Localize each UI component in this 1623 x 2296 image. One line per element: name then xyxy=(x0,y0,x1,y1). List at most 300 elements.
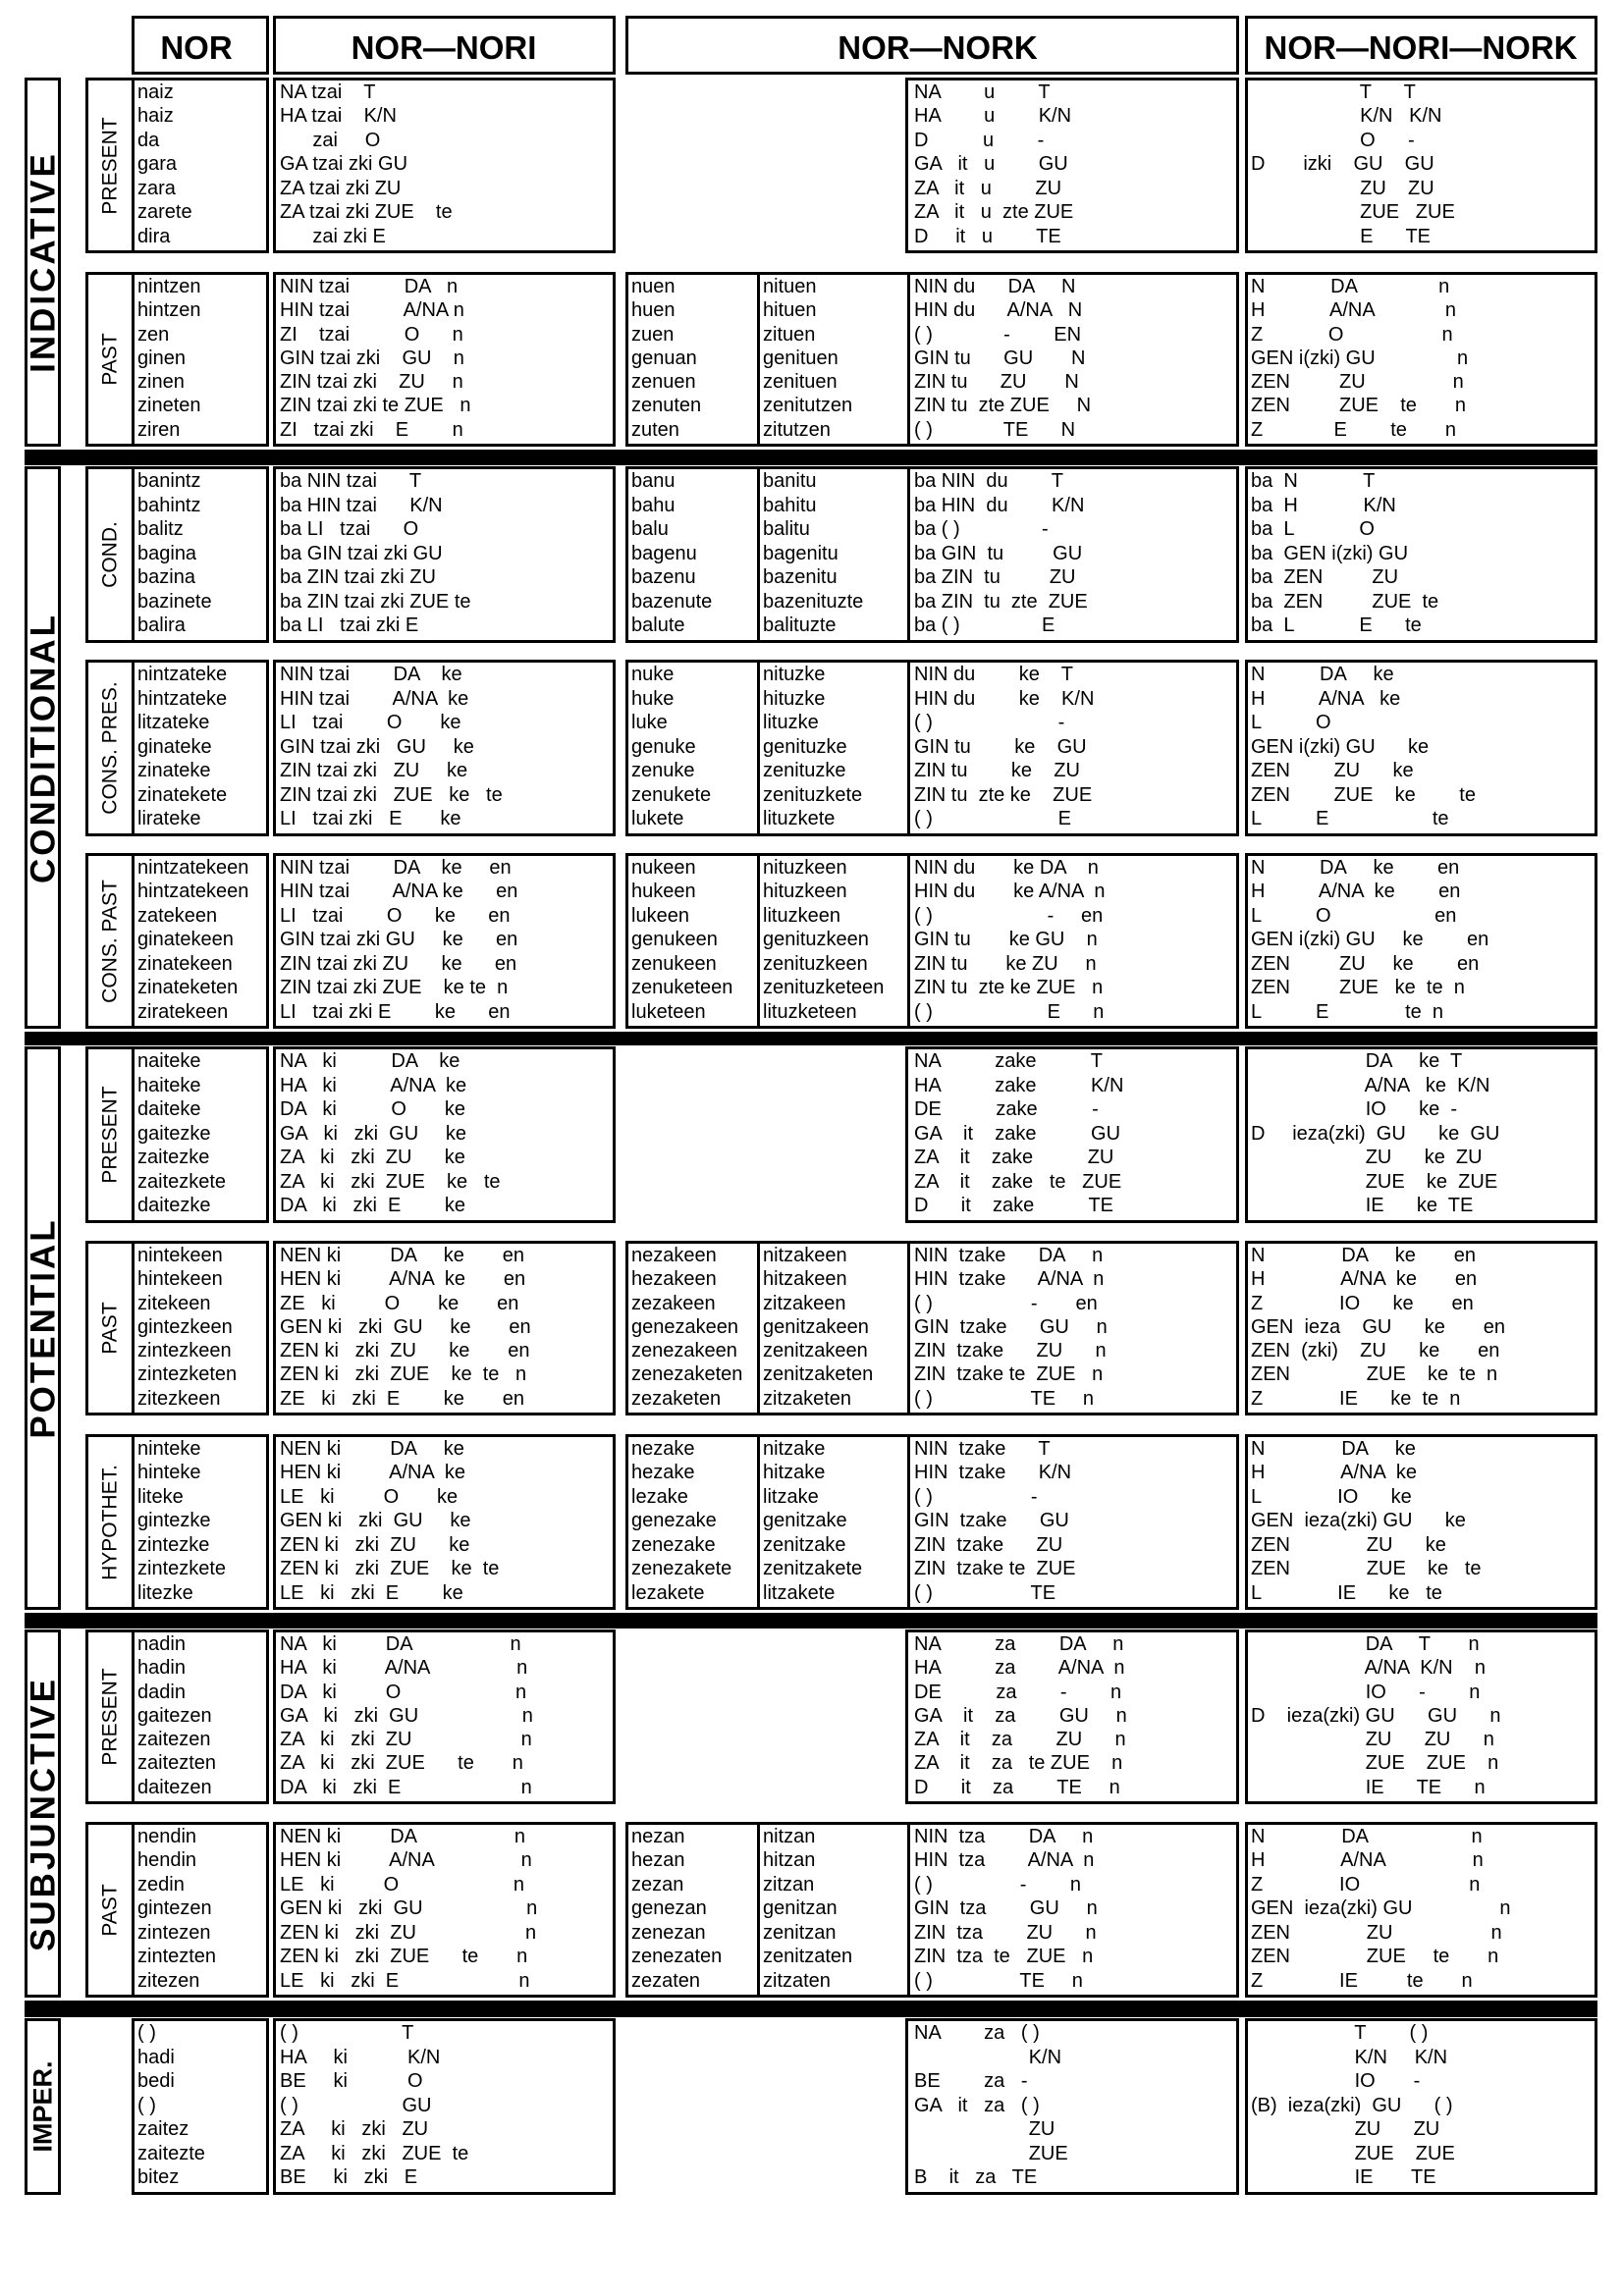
nor-nork-past-a: bazenu xyxy=(631,566,696,589)
nor-cell: zintezkeen xyxy=(137,1340,232,1362)
nor-cell: zintezten xyxy=(137,1946,217,1968)
nor-nori-nork-cell: ZEN ZUE te n xyxy=(1251,395,1466,417)
nor-nork-cell: HA zake K/N xyxy=(914,1074,1124,1096)
nor-nori-cell: ZIN tzai zki ZU ke en xyxy=(280,952,517,975)
mood-label-potential: POTENTIAL xyxy=(24,1217,62,1439)
nor-nori-cell: HEN ki A/NA n xyxy=(280,1849,532,1872)
nor-nori-cell: ZA tzai zki ZU xyxy=(280,177,402,199)
nor-cell: hintzateke xyxy=(137,687,228,710)
nor-nork-past-a: zezakeen xyxy=(631,1292,716,1314)
nor-nori-cell: ba NIN tzai T xyxy=(280,470,422,492)
nor-nork-cell: GIN tu ke GU xyxy=(914,735,1087,758)
nor-nori-nork-cell: ZU ZU xyxy=(1251,177,1434,199)
mood-label-subjunctive: SUBJUNCTIVE xyxy=(24,1676,62,1951)
nor-nori-nork-cell: ba L O xyxy=(1251,518,1375,541)
nor-nori-cell: ZEN ki zki ZU ke en xyxy=(280,1340,530,1362)
mood-separator xyxy=(25,450,1597,465)
nor-nork-cell: ZA it u ZU xyxy=(914,177,1062,199)
nor-nork-cell: NA u T xyxy=(914,81,1051,103)
nor-nork-divider xyxy=(757,1822,760,1998)
nor-nori-nork-cell: H A/NA n xyxy=(1251,1849,1484,1872)
nor-nori-nork-cell: K/N K/N xyxy=(1251,105,1442,128)
nor-nori-nork-cell: Z IO ke en xyxy=(1251,1292,1474,1314)
nor-nori-nork-cell: IE TE xyxy=(1251,2166,1436,2189)
nor-nork-cell: NIN du DA N xyxy=(914,276,1076,297)
mood-label-indicative: INDICATIVE xyxy=(24,151,62,373)
nor-cell: zaitezen xyxy=(137,1729,211,1751)
nor-cell: gaitezke xyxy=(137,1122,211,1145)
nor-nork-past-b: lituzkete xyxy=(763,808,836,830)
nor-nork-past-a: genezan xyxy=(631,1897,707,1920)
nor-nori-nork-cell: N DA n xyxy=(1251,1826,1483,1847)
nor-nork-past-b: zitzakeen xyxy=(763,1292,846,1314)
nor-nork-past-a: nezan xyxy=(631,1826,685,1847)
nor-nork-divider xyxy=(907,1434,910,1610)
nor-nork-past-b: banitu xyxy=(763,470,817,492)
nor-nork-past-a: zenezakete xyxy=(631,1558,732,1580)
nor-nork-cell: ba ( ) - xyxy=(914,518,1049,541)
nor-nori-cell: GA ki zki GU ke xyxy=(280,1122,467,1145)
nor-nori-cell: zai O xyxy=(280,129,381,151)
nor-nori-cell: HEN ki A/NA ke en xyxy=(280,1268,526,1291)
nor-nork-cell: HIN du A/NA N xyxy=(914,299,1083,322)
nor-nork-cell: HIN tzake K/N xyxy=(914,1462,1072,1484)
header-nor-nori: NOR—NORI xyxy=(351,29,537,66)
nor-cell: nintekeen xyxy=(137,1245,223,1266)
nor-nori-cell: ba LI tzai zki E xyxy=(280,614,419,637)
nor-nork-cell: ZIN tzake te ZUE xyxy=(914,1558,1076,1580)
nor-nork-past-b: bazenituzte xyxy=(763,590,864,613)
nor-nork-past-b: balituzte xyxy=(763,614,837,637)
nor-nork-past-a: hezake xyxy=(631,1462,695,1484)
nor-nori-cell: HA tzai K/N xyxy=(280,105,397,128)
nor-cell: zaitezkete xyxy=(137,1170,227,1193)
nor-nori-nork-cell: L E te n xyxy=(1251,1000,1443,1023)
nor-nork-divider xyxy=(907,660,910,836)
nor-nori-cell: HA ki K/N xyxy=(280,2046,441,2068)
nor-nori-cell: ( ) T xyxy=(280,2022,414,2044)
nor-cell: litezke xyxy=(137,1581,193,1604)
nor-nork-past-a: genezakeen xyxy=(631,1315,738,1338)
tense-label: PRESENT xyxy=(98,1086,122,1184)
mood-separator xyxy=(25,2001,1597,2017)
mood-separator xyxy=(25,1032,1597,1045)
nor-cell: hintzen xyxy=(137,299,201,322)
nor-cell: bagina xyxy=(137,542,197,564)
nor-nori-cell: ZA ki zki ZUE te n xyxy=(280,1752,523,1775)
nor-nori-cell: LE ki zki E n xyxy=(280,1969,530,1992)
nor-cell: lirateke xyxy=(137,808,201,830)
nor-nork-past-a: nezakeen xyxy=(631,1245,717,1266)
nor-cell: ( ) xyxy=(137,2022,156,2044)
nor-nori-nork-cell: IE ke TE xyxy=(1251,1195,1474,1217)
nor-nori-nork-cell: ZU ZU xyxy=(1251,2118,1440,2141)
nor-nori-cell: NEN ki DA n xyxy=(280,1826,526,1847)
nor-nori-nork-cell: A/NA ke K/N xyxy=(1251,1074,1490,1096)
nor-nori-cell: LE ki zki E ke xyxy=(280,1581,463,1604)
nor-nork-cell: ZIN tza ZU n xyxy=(914,1921,1097,1944)
nor-nork-past-b: genituen xyxy=(763,347,839,369)
nor-cell: zintezkete xyxy=(137,1558,227,1580)
nor-nori-nork-cell: Z IO n xyxy=(1251,1873,1481,1896)
nor-nori-cell: ZA ki zki ZUE te xyxy=(280,2142,469,2164)
tense-label: CONS. PAST xyxy=(98,879,122,1003)
nor-nork-past-b: zenitzakete xyxy=(763,1558,863,1580)
nor-nork-past-a: lukete xyxy=(631,808,684,830)
nor-nori-cell: ba ZIN tzai zki ZU xyxy=(280,566,436,589)
nor-nork-cell: ZA it zake ZU xyxy=(914,1147,1114,1169)
nor-nori-cell: DA ki O ke xyxy=(280,1098,465,1121)
nor-nork-cell: ( ) E xyxy=(914,808,1072,830)
nor-nork-past-b: lituzketeen xyxy=(763,1000,857,1023)
nor-nori-cell: ZA ki zki ZU xyxy=(280,2118,429,2141)
nor-nork-past-a: huen xyxy=(631,299,676,322)
nor-nork-divider xyxy=(757,660,760,836)
nor-nori-nork-cell: ba L E te xyxy=(1251,614,1422,637)
nor-nori-nork-cell: ZEN ZUE ke te n xyxy=(1251,977,1465,999)
nor-nori-nork-cell: T T xyxy=(1251,81,1416,103)
nor-cell: zintezke xyxy=(137,1533,210,1556)
nor-cell: zinateke xyxy=(137,760,211,782)
nor-cell: ginateke xyxy=(137,735,212,758)
nor-cell: ziren xyxy=(137,418,181,441)
nor-cell: zitekeen xyxy=(137,1292,211,1314)
nor-nork-cell: ZIN tu ZU N xyxy=(914,371,1079,394)
header-nor: NOR xyxy=(160,29,233,66)
nor-nork-past-b: genitzan xyxy=(763,1897,838,1920)
nor-nori-nork-cell: ZUE ZUE xyxy=(1251,2142,1455,2164)
nor-nork-cell: ZIN tu ke ZU xyxy=(914,760,1080,782)
nor-nork-past-a: zenuketeen xyxy=(631,977,733,999)
nor-nori-cell: DA ki zki E n xyxy=(280,1776,532,1798)
nor-nork-past-b: zenitzake xyxy=(763,1533,846,1556)
nor-nork-divider xyxy=(757,853,760,1029)
nor-nork-past-a: hukeen xyxy=(631,881,696,903)
nor-nori-nork-cell: A/NA K/N n xyxy=(1251,1657,1486,1680)
nor-nori-nork-cell: N DA ke xyxy=(1251,1438,1416,1460)
nor-nork-past-b: lituzkeen xyxy=(763,904,840,927)
nor-cell: nintzatekeen xyxy=(137,857,249,879)
nor-nork-cell: ba GIN tu GU xyxy=(914,542,1083,564)
nor-cell: dira xyxy=(137,225,171,247)
nor-nork-cell: ( ) - EN xyxy=(914,323,1082,346)
nor-nork-cell: GIN tu ke GU n xyxy=(914,929,1098,951)
nor-nori-cell: LI tzai zki E ke en xyxy=(280,1000,511,1023)
nor-nori-nork-cell: E TE xyxy=(1251,225,1432,247)
nor-nori-nork-cell: N DA n xyxy=(1251,276,1450,297)
nor-nori-nork-cell: H A/NA ke xyxy=(1251,687,1401,710)
nor-nork-cell: ba ZIN tu ZU xyxy=(914,566,1076,589)
nor-nork-cell: ( ) - en xyxy=(914,904,1104,927)
nor-nork-cell: GA it u GU xyxy=(914,153,1068,176)
nor-nori-nork-cell: GEN i(zki) GU ke xyxy=(1251,735,1430,758)
nor-nork-cell: ZIN tu ke ZU n xyxy=(914,952,1097,975)
nor-nork-past-a: genukeen xyxy=(631,929,718,951)
nor-nori-cell: ZIN tzai zki ZU n xyxy=(280,371,463,394)
nor-nori-cell: NEN ki DA ke en xyxy=(280,1245,524,1266)
nor-nori-cell: ZA ki zki ZUE ke te xyxy=(280,1170,501,1193)
nor-nork-cell: D it u TE xyxy=(914,225,1061,247)
nor-cell: zinen xyxy=(137,371,185,394)
nor-nork-past-a: zuen xyxy=(631,323,675,346)
nor-nork-past-a: nuen xyxy=(631,276,676,297)
nor-nork-cell: NA za ( ) xyxy=(914,2022,1040,2044)
nor-nork-divider xyxy=(907,1822,910,1998)
nor-nork-past-a: lezakete xyxy=(631,1581,705,1604)
nor-nork-cell: NA zake T xyxy=(914,1050,1103,1072)
nor-cell: zaitez xyxy=(137,2118,189,2141)
nor-nork-past-b: zenitzaketen xyxy=(763,1363,874,1386)
nor-cell: gintezke xyxy=(137,1510,211,1532)
nor-cell: zinatekeen xyxy=(137,952,233,975)
nor-nori-cell: ba HIN tzai K/N xyxy=(280,494,443,516)
nor-nori-cell: GEN ki zki GU ke xyxy=(280,1510,471,1532)
nor-nork-cell: HA u K/N xyxy=(914,105,1072,128)
nor-nori-cell: ZIN tzai zki ZUE ke te xyxy=(280,783,503,806)
nor-nori-nork-cell: DA T n xyxy=(1251,1633,1480,1655)
nor-nork-past-b: zituen xyxy=(763,323,816,346)
nor-cell: zaitezte xyxy=(137,2142,205,2164)
nor-nori-nork-cell: GEN ieza(zki) GU n xyxy=(1251,1897,1511,1920)
nor-cell: zedin xyxy=(137,1873,185,1896)
nor-nork-past-a: zenezan xyxy=(631,1921,706,1944)
nor-nork-past-a: balute xyxy=(631,614,685,637)
nor-cell: balitz xyxy=(137,518,184,541)
nor-nori-cell: ZI tzai O n xyxy=(280,323,463,346)
nor-nork-cell: ( ) TE xyxy=(914,1581,1056,1604)
nor-nori-cell: HA ki A/NA n xyxy=(280,1657,528,1680)
nor-nori-cell: ZEN ki zki ZUE ke te xyxy=(280,1558,500,1580)
nor-nork-cell: ZIN tzake te ZUE n xyxy=(914,1363,1104,1386)
nor-nork-divider xyxy=(907,272,910,447)
nor-nork-cell: ZIN tza te ZUE n xyxy=(914,1946,1094,1968)
nor-nori-cell: HEN ki A/NA ke xyxy=(280,1462,465,1484)
nor-nori-nork-cell: N DA ke en xyxy=(1251,857,1460,879)
nor-nork-cell: ( ) - xyxy=(914,1485,1038,1508)
nor-nori-nork-cell: L IO ke xyxy=(1251,1485,1412,1508)
nor-nori-nork-cell: D ieza(zki) GU GU n xyxy=(1251,1704,1501,1727)
nor-cell: gintezkeen xyxy=(137,1315,233,1338)
nor-nori-nork-cell: ZEN ZU ke xyxy=(1251,760,1414,782)
mood-label-imper: IMPER. xyxy=(27,2060,57,2153)
nor-nori-cell: ZI tzai zki E n xyxy=(280,418,463,441)
nor-nork-cell: ZA it zake te ZUE xyxy=(914,1170,1122,1193)
nor-nork-cell: ba ZIN tu zte ZUE xyxy=(914,590,1088,613)
nor-nork-past-b: zenituzkete xyxy=(763,783,863,806)
nor-cell: da xyxy=(137,129,160,151)
nor-nori-cell: ZE ki zki E ke en xyxy=(280,1387,524,1410)
nor-nork-cell: D it za TE n xyxy=(914,1776,1120,1798)
nor-nori-nork-cell: Z E te n xyxy=(1251,418,1456,441)
header-nor-nori-nork: NOR—NORI—NORK xyxy=(1264,29,1578,66)
nor-nork-past-a: zenezaten xyxy=(631,1946,723,1968)
nor-nork-past-b: zenitzan xyxy=(763,1921,837,1944)
nor-nork-cell: ZIN tu zte ke ZUE xyxy=(914,783,1093,806)
nor-nork-past-a: zenuten xyxy=(631,395,702,417)
nor-nori-cell: GA tzai zki GU xyxy=(280,153,408,176)
nor-nork-past-b: bagenitu xyxy=(763,542,839,564)
nor-nork-past-b: bahitu xyxy=(763,494,817,516)
nor-nori-cell: HIN tzai A/NA n xyxy=(280,299,464,322)
nor-nork-past-b: bazenitu xyxy=(763,566,838,589)
nor-nori-cell: LI tzai O ke xyxy=(280,712,461,734)
mood-label-conditional: CONDITIONAL xyxy=(24,612,62,883)
nor-cell: hintzatekeen xyxy=(137,881,249,903)
nor-nori-nork-cell: L O en xyxy=(1251,904,1457,927)
nor-cell: bazina xyxy=(137,566,195,589)
nor-nori-nork-cell: ZEN ZU ke xyxy=(1251,1533,1446,1556)
nor-cell: zitezkeen xyxy=(137,1387,221,1410)
nor-nori-cell: ba GIN tzai zki GU xyxy=(280,542,443,564)
nor-nori-cell: GIN tzai zki GU ke xyxy=(280,735,474,758)
nor-nori-nork-cell: ZEN (zki) ZU ke en xyxy=(1251,1340,1500,1362)
nor-nork-divider xyxy=(907,466,910,643)
nor-nork-past-b: hituzke xyxy=(763,687,826,710)
nor-nork-cell: ba HIN du K/N xyxy=(914,494,1085,516)
nor-nori-cell: NIN tzai DA ke xyxy=(280,664,462,685)
nor-cell: liteke xyxy=(137,1485,184,1508)
nor-nork-past-a: bahu xyxy=(631,494,676,516)
nor-cell: naiteke xyxy=(137,1050,201,1072)
nor-nori-cell: ZIN tzai zki te ZUE n xyxy=(280,395,471,417)
nor-nork-cell: GIN tu GU N xyxy=(914,347,1086,369)
nor-nori-cell: NA ki DA ke xyxy=(280,1050,460,1072)
nor-nork-past-b: zitutzen xyxy=(763,418,831,441)
nor-nork-past-a: zezaketen xyxy=(631,1387,722,1410)
nor-nori-nork-cell: L O xyxy=(1251,712,1331,734)
nor-nork-divider xyxy=(907,853,910,1029)
nor-nori-nork-cell: K/N K/N xyxy=(1251,2046,1448,2068)
nor-cell: zineten xyxy=(137,395,201,417)
nor-nork-divider xyxy=(757,1434,760,1610)
nor-nork-cell: ba ( ) E xyxy=(914,614,1055,637)
nor-nork-cell: ZU xyxy=(914,2118,1055,2141)
nor-nori-nork-cell: ba N T xyxy=(1251,470,1376,492)
nor-nork-cell: ZIN tu zte ZUE N xyxy=(914,395,1092,417)
nor-nork-past-a: zezan xyxy=(631,1873,684,1896)
nor-nork-past-a: nuke xyxy=(631,664,675,685)
nor-cell: daitezke xyxy=(137,1195,211,1217)
nor-cell: hinteke xyxy=(137,1462,201,1484)
nor-nori-cell: ba ZIN tzai zki ZUE te xyxy=(280,590,471,613)
nor-cell: haiteke xyxy=(137,1074,201,1096)
nor-cell: zinateketen xyxy=(137,977,239,999)
nor-nori-nork-cell: N DA ke en xyxy=(1251,1245,1476,1266)
nor-nori-nork-cell: GEN i(zki) GU n xyxy=(1251,347,1469,369)
nor-nori-cell: HA ki A/NA ke xyxy=(280,1074,467,1096)
nor-cell: zintezen xyxy=(137,1921,211,1944)
nor-nori-nork-cell: GEN ieza(zki) GU ke xyxy=(1251,1510,1466,1532)
nor-nork-past-b: nitzake xyxy=(763,1438,826,1460)
nor-nork-past-a: zenukeen xyxy=(631,952,717,975)
nor-nori-nork-cell: Z IE te n xyxy=(1251,1969,1473,1992)
nor-nori-cell: ZIN tzai zki ZU ke xyxy=(280,760,468,782)
nor-nori-nork-cell: D izki GU GU xyxy=(1251,153,1434,176)
nor-nork-cell: ( ) TE n xyxy=(914,1387,1094,1410)
nor-nori-nork-cell: ZEN ZUE ke te xyxy=(1251,783,1476,806)
nor-nori-nork-cell: D ieza(zki) GU ke GU xyxy=(1251,1122,1500,1145)
nor-cell: zaitezke xyxy=(137,1147,210,1169)
mood-separator xyxy=(25,1613,1597,1629)
nor-cell: dadin xyxy=(137,1681,186,1703)
nor-nori-nork-cell: ZUE ZUE xyxy=(1251,201,1455,224)
nor-nori-nork-cell: (B) ieza(zki) GU ( ) xyxy=(1251,2094,1453,2116)
nor-nori-cell: GA ki zki GU n xyxy=(280,1704,533,1727)
nor-nori-cell: NEN ki DA ke xyxy=(280,1438,464,1460)
nor-cell: daitezen xyxy=(137,1776,212,1798)
nor-nori-nork-cell: GEN i(zki) GU ke en xyxy=(1251,929,1489,951)
nor-cell: bitez xyxy=(137,2166,180,2189)
nor-nori-nork-cell: Z IE ke te n xyxy=(1251,1387,1461,1410)
nor-nork-cell: HIN tzake A/NA n xyxy=(914,1268,1105,1291)
nor-nork-cell: ZA it za ZU n xyxy=(914,1729,1126,1751)
nor-cell: zatekeen xyxy=(137,904,218,927)
nor-cell: hintekeen xyxy=(137,1268,223,1291)
nor-cell: ginen xyxy=(137,347,186,369)
nor-nori-nork-cell: T ( ) xyxy=(1251,2022,1429,2044)
nor-nork-cell: NIN du ke T xyxy=(914,664,1073,685)
nor-nork-cell: ZUE xyxy=(914,2142,1068,2164)
nor-nori-nork-cell: ZEN ZUE te n xyxy=(1251,1946,1499,1968)
nor-nork-past-a: zenezaketen xyxy=(631,1363,743,1386)
nor-nork-past-a: genuan xyxy=(631,347,697,369)
nor-nork-past-b: zenituzke xyxy=(763,760,846,782)
nor-nori-cell: GEN ki zki GU n xyxy=(280,1897,538,1920)
nor-nork-cell: GIN tza GU n xyxy=(914,1897,1098,1920)
nor-cell: naiz xyxy=(137,81,174,103)
nor-nork-cell: ( ) TE N xyxy=(914,418,1076,441)
nor-nork-cell: ZA it u zte ZUE xyxy=(914,201,1074,224)
nor-nork-past-a: luketeen xyxy=(631,1000,706,1023)
nor-cell: ninteke xyxy=(137,1438,201,1460)
nor-nori-cell: NA tzai T xyxy=(280,81,376,103)
nor-cell: nadin xyxy=(137,1633,186,1655)
nor-cell: nendin xyxy=(137,1826,197,1847)
nor-cell: banintz xyxy=(137,470,201,492)
nor-nori-cell: LI tzai O ke en xyxy=(280,904,511,927)
nor-nori-nork-cell: O - xyxy=(1251,129,1415,151)
nor-nork-cell: NIN tzake T xyxy=(914,1438,1051,1460)
nor-cell: balira xyxy=(137,614,186,637)
nor-nori-nork-cell: Z O n xyxy=(1251,323,1453,346)
nor-nori-nork-cell: IO ke - xyxy=(1251,1098,1458,1121)
nor-nork-past-b: litzake xyxy=(763,1485,819,1508)
nor-nori-cell: ZE ki O ke en xyxy=(280,1292,519,1314)
nor-cell: nintzateke xyxy=(137,664,228,685)
nor-nork-cell: ZIN tu zte ke ZUE n xyxy=(914,977,1104,999)
nor-nork-past-a: hezan xyxy=(631,1849,685,1872)
nor-nork-cell: NIN tza DA n xyxy=(914,1826,1094,1847)
nor-nork-divider xyxy=(757,272,760,447)
nor-nori-nork-cell: N DA ke xyxy=(1251,664,1394,685)
nor-nori-nork-cell: IO - n xyxy=(1251,1681,1481,1703)
nor-nori-nork-cell: ZU ZU n xyxy=(1251,1729,1494,1751)
nor-nori-cell: ( ) GU xyxy=(280,2094,432,2116)
nor-nork-cell: GIN tzake GU xyxy=(914,1510,1069,1532)
nor-nori-cell: NA ki DA n xyxy=(280,1633,521,1655)
nor-nori-nork-cell: ZUE ZUE n xyxy=(1251,1752,1499,1775)
nor-nork-past-b: genituzke xyxy=(763,735,847,758)
tense-label: HYPOTHET. xyxy=(98,1464,122,1580)
nor-nork-cell: ba NIN du T xyxy=(914,470,1063,492)
nor-nori-cell: NIN tzai DA ke en xyxy=(280,857,512,879)
nor-nori-nork-cell: H A/NA ke en xyxy=(1251,1268,1478,1291)
nor-nori-nork-cell: ba GEN i(zki) GU xyxy=(1251,542,1409,564)
nor-nork-past-a: balu xyxy=(631,518,669,541)
nor-nork-cell: GIN tzake GU n xyxy=(914,1315,1108,1338)
nor-nori-nork-cell: H A/NA n xyxy=(1251,299,1456,322)
nor-nork-cell: ZIN tzake ZU xyxy=(914,1533,1063,1556)
